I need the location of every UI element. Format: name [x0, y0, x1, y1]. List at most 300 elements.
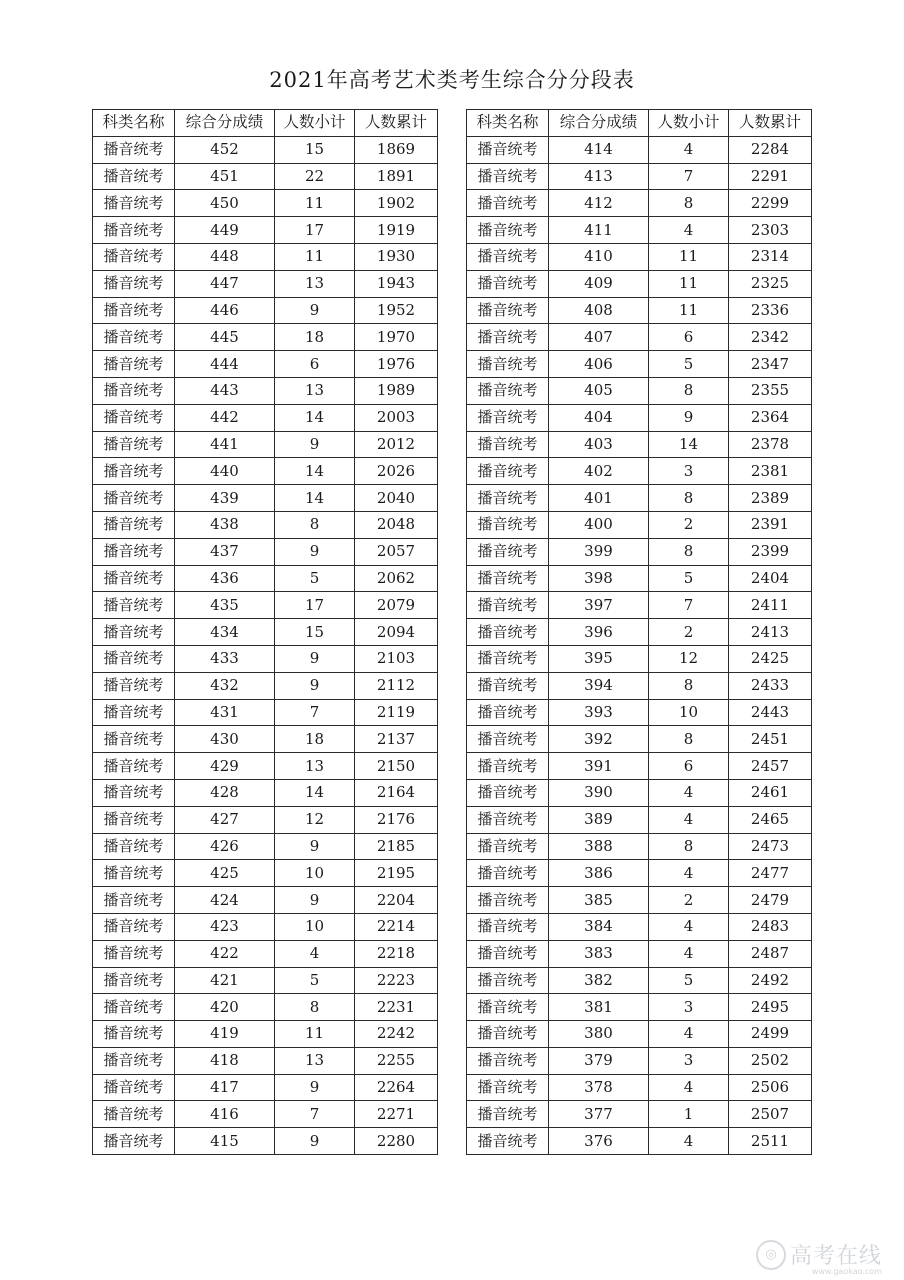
cell-cumulative: 1976	[355, 351, 438, 378]
table-row	[467, 485, 812, 512]
table-row	[467, 1128, 812, 1155]
cell-count: 9	[275, 645, 355, 672]
cell-count: 3	[649, 458, 729, 485]
table-row	[467, 565, 812, 592]
table-row	[93, 726, 438, 753]
cell-category: 播音统考	[93, 753, 175, 780]
table-row	[467, 270, 812, 297]
cell-cumulative: 2404	[729, 565, 812, 592]
cell-score: 452	[175, 136, 275, 163]
cell-cumulative: 2218	[355, 940, 438, 967]
cell-cumulative: 2492	[729, 967, 812, 994]
cell-category: 播音统考	[93, 994, 175, 1021]
table-row	[467, 190, 812, 217]
cell-score: 408	[549, 297, 649, 324]
cell-score: 435	[175, 592, 275, 619]
cell-score: 383	[549, 940, 649, 967]
table-row	[93, 1047, 438, 1074]
cell-count: 13	[275, 1047, 355, 1074]
cell-cumulative: 2391	[729, 511, 812, 538]
watermark-text: 高考在线	[789, 1244, 882, 1269]
table-row	[93, 672, 438, 699]
table-row	[467, 699, 812, 726]
cell-score: 400	[549, 511, 649, 538]
table-row	[467, 994, 812, 1021]
table-row	[93, 994, 438, 1021]
cell-count: 4	[649, 1021, 729, 1048]
cell-score: 411	[549, 217, 649, 244]
cell-score: 396	[549, 619, 649, 646]
table-body-right	[467, 136, 812, 1154]
table-row	[93, 163, 438, 190]
cell-count: 5	[275, 967, 355, 994]
table-row	[93, 297, 438, 324]
cell-score: 442	[175, 404, 275, 431]
cell-score: 405	[549, 377, 649, 404]
cell-count: 15	[275, 136, 355, 163]
cell-score: 397	[549, 592, 649, 619]
cell-cumulative: 2457	[729, 753, 812, 780]
cell-cumulative: 2502	[729, 1047, 812, 1074]
table-row	[467, 1074, 812, 1101]
cell-cumulative: 2411	[729, 592, 812, 619]
cell-score: 440	[175, 458, 275, 485]
cell-count: 4	[649, 1074, 729, 1101]
cell-cumulative: 2433	[729, 672, 812, 699]
cell-score: 437	[175, 538, 275, 565]
cell-score: 406	[549, 351, 649, 378]
cell-category: 播音统考	[93, 324, 175, 351]
cell-score: 391	[549, 753, 649, 780]
cell-count: 7	[275, 699, 355, 726]
table-row	[93, 940, 438, 967]
compass-logo-icon: ◎	[756, 1240, 786, 1270]
cell-count: 8	[275, 511, 355, 538]
cell-cumulative: 2506	[729, 1074, 812, 1101]
cell-category: 播音统考	[93, 645, 175, 672]
cell-cumulative: 2150	[355, 753, 438, 780]
table-row	[93, 645, 438, 672]
table-header-row	[93, 110, 438, 137]
table-row	[467, 726, 812, 753]
cell-count: 12	[275, 806, 355, 833]
header-category: 科类名称	[467, 110, 549, 137]
cell-category: 播音统考	[93, 699, 175, 726]
header-score: 综合分成绩	[175, 110, 275, 137]
header-count: 人数小计	[649, 110, 729, 137]
cell-count: 4	[649, 806, 729, 833]
cell-score: 394	[549, 672, 649, 699]
table-row	[93, 538, 438, 565]
cell-count: 6	[649, 324, 729, 351]
cell-count: 11	[649, 270, 729, 297]
cell-score: 386	[549, 860, 649, 887]
cell-cumulative: 2214	[355, 913, 438, 940]
cell-count: 11	[275, 1021, 355, 1048]
cell-cumulative: 2399	[729, 538, 812, 565]
cell-category: 播音统考	[467, 887, 549, 914]
cell-score: 433	[175, 645, 275, 672]
cell-category: 播音统考	[467, 1021, 549, 1048]
table-row	[467, 592, 812, 619]
cell-count: 9	[275, 672, 355, 699]
cell-category: 播音统考	[467, 458, 549, 485]
cell-score: 427	[175, 806, 275, 833]
cell-score: 431	[175, 699, 275, 726]
page-title: 2021年高考艺术类考生综合分分段表	[269, 68, 635, 92]
cell-score: 424	[175, 887, 275, 914]
cell-score: 381	[549, 994, 649, 1021]
cell-category: 播音统考	[93, 1074, 175, 1101]
table-row	[467, 431, 812, 458]
table-row	[467, 1021, 812, 1048]
cell-category: 播音统考	[93, 404, 175, 431]
table-row	[467, 217, 812, 244]
cell-cumulative: 2477	[729, 860, 812, 887]
table-row	[467, 1101, 812, 1128]
cell-count: 17	[275, 592, 355, 619]
header-count: 人数小计	[275, 110, 355, 137]
cell-cumulative: 2495	[729, 994, 812, 1021]
table-row	[93, 1074, 438, 1101]
cell-score: 417	[175, 1074, 275, 1101]
cell-cumulative: 2026	[355, 458, 438, 485]
cell-category: 播音统考	[93, 243, 175, 270]
cell-category: 播音统考	[467, 431, 549, 458]
cell-category: 播音统考	[467, 1074, 549, 1101]
cell-count: 4	[649, 1128, 729, 1155]
cell-score: 443	[175, 377, 275, 404]
cell-count: 4	[649, 779, 729, 806]
table-row	[93, 699, 438, 726]
cell-category: 播音统考	[93, 806, 175, 833]
table-row	[93, 511, 438, 538]
cell-category: 播音统考	[467, 672, 549, 699]
cell-count: 8	[649, 377, 729, 404]
table-row	[93, 753, 438, 780]
cell-score: 409	[549, 270, 649, 297]
table-row	[93, 404, 438, 431]
cell-score: 385	[549, 887, 649, 914]
cell-count: 9	[275, 297, 355, 324]
table-row	[467, 163, 812, 190]
cell-count: 14	[275, 458, 355, 485]
cell-category: 播音统考	[467, 860, 549, 887]
cell-count: 8	[649, 833, 729, 860]
cell-score: 436	[175, 565, 275, 592]
cell-category: 播音统考	[93, 967, 175, 994]
cell-cumulative: 2465	[729, 806, 812, 833]
cell-score: 398	[549, 565, 649, 592]
cell-count: 18	[275, 726, 355, 753]
cell-count: 9	[275, 887, 355, 914]
cell-cumulative: 2137	[355, 726, 438, 753]
table-row	[93, 592, 438, 619]
cell-cumulative: 1989	[355, 377, 438, 404]
cell-count: 9	[275, 833, 355, 860]
cell-score: 423	[175, 913, 275, 940]
cell-score: 415	[175, 1128, 275, 1155]
cell-count: 22	[275, 163, 355, 190]
table-row	[467, 967, 812, 994]
cell-category: 播音统考	[467, 351, 549, 378]
cell-score: 377	[549, 1101, 649, 1128]
cell-count: 2	[649, 619, 729, 646]
cell-cumulative: 2378	[729, 431, 812, 458]
cell-category: 播音统考	[467, 779, 549, 806]
cell-category: 播音统考	[467, 190, 549, 217]
cell-category: 播音统考	[467, 324, 549, 351]
cell-category: 播音统考	[93, 270, 175, 297]
cell-category: 播音统考	[93, 538, 175, 565]
cell-cumulative: 2473	[729, 833, 812, 860]
cell-score: 379	[549, 1047, 649, 1074]
cell-category: 播音统考	[467, 940, 549, 967]
table-row	[467, 377, 812, 404]
cell-score: 425	[175, 860, 275, 887]
table-row	[93, 485, 438, 512]
cell-score: 380	[549, 1021, 649, 1048]
cell-score: 432	[175, 672, 275, 699]
cell-score: 420	[175, 994, 275, 1021]
cell-category: 播音统考	[93, 190, 175, 217]
cell-cumulative: 2103	[355, 645, 438, 672]
cell-count: 5	[275, 565, 355, 592]
cell-score: 430	[175, 726, 275, 753]
table-row	[93, 913, 438, 940]
cell-cumulative: 2271	[355, 1101, 438, 1128]
table-row	[93, 458, 438, 485]
table-row	[467, 136, 812, 163]
cell-cumulative: 2487	[729, 940, 812, 967]
cell-cumulative: 2204	[355, 887, 438, 914]
table-row	[93, 833, 438, 860]
cell-count: 11	[649, 243, 729, 270]
cell-category: 播音统考	[93, 726, 175, 753]
cell-count: 2	[649, 511, 729, 538]
cell-category: 播音统考	[467, 645, 549, 672]
cell-category: 播音统考	[93, 163, 175, 190]
table-row	[93, 136, 438, 163]
table-row	[467, 753, 812, 780]
cell-category: 播音统考	[467, 511, 549, 538]
table-row	[93, 431, 438, 458]
cell-cumulative: 2185	[355, 833, 438, 860]
cell-count: 4	[275, 940, 355, 967]
cell-category: 播音统考	[467, 592, 549, 619]
cell-cumulative: 1952	[355, 297, 438, 324]
cell-cumulative: 2012	[355, 431, 438, 458]
cell-category: 播音统考	[93, 1021, 175, 1048]
cell-cumulative: 2483	[729, 913, 812, 940]
cell-count: 14	[275, 485, 355, 512]
cell-category: 播音统考	[93, 887, 175, 914]
cell-count: 4	[649, 913, 729, 940]
cell-count: 12	[649, 645, 729, 672]
cell-count: 14	[275, 779, 355, 806]
cell-cumulative: 1970	[355, 324, 438, 351]
cell-cumulative: 2284	[729, 136, 812, 163]
cell-category: 播音统考	[467, 967, 549, 994]
cell-count: 9	[275, 1128, 355, 1155]
header-category: 科类名称	[93, 110, 175, 137]
cell-category: 播音统考	[467, 377, 549, 404]
cell-category: 播音统考	[93, 779, 175, 806]
table-row	[467, 779, 812, 806]
watermark	[756, 1239, 882, 1276]
cell-score: 382	[549, 967, 649, 994]
table-row	[93, 1128, 438, 1155]
table-row	[467, 404, 812, 431]
cell-category: 播音统考	[93, 136, 175, 163]
score-table-left	[92, 109, 438, 1155]
cell-score: 401	[549, 485, 649, 512]
cell-count: 9	[275, 538, 355, 565]
cell-score: 407	[549, 324, 649, 351]
cell-cumulative: 2079	[355, 592, 438, 619]
cell-count: 6	[275, 351, 355, 378]
cell-category: 播音统考	[467, 485, 549, 512]
cell-count: 1	[649, 1101, 729, 1128]
cell-cumulative: 2303	[729, 217, 812, 244]
cell-score: 413	[549, 163, 649, 190]
cell-category: 播音统考	[93, 431, 175, 458]
cell-cumulative: 2499	[729, 1021, 812, 1048]
cell-cumulative: 2231	[355, 994, 438, 1021]
cell-cumulative: 2507	[729, 1101, 812, 1128]
cell-score: 402	[549, 458, 649, 485]
cell-cumulative: 2264	[355, 1074, 438, 1101]
cell-cumulative: 2461	[729, 779, 812, 806]
cell-category: 播音统考	[93, 619, 175, 646]
cell-category: 播音统考	[467, 913, 549, 940]
cell-cumulative: 2355	[729, 377, 812, 404]
cell-score: 419	[175, 1021, 275, 1048]
cell-cumulative: 1943	[355, 270, 438, 297]
table-row	[467, 538, 812, 565]
cell-cumulative: 2389	[729, 485, 812, 512]
cell-category: 播音统考	[93, 351, 175, 378]
cell-score: 392	[549, 726, 649, 753]
table-row	[467, 243, 812, 270]
table-row	[467, 940, 812, 967]
cell-score: 399	[549, 538, 649, 565]
cell-count: 10	[275, 913, 355, 940]
cell-score: 389	[549, 806, 649, 833]
cell-cumulative: 2040	[355, 485, 438, 512]
cell-score: 421	[175, 967, 275, 994]
table-row	[467, 351, 812, 378]
cell-count: 14	[649, 431, 729, 458]
cell-count: 4	[649, 217, 729, 244]
cell-count: 7	[649, 592, 729, 619]
table-row	[93, 565, 438, 592]
cell-cumulative: 2164	[355, 779, 438, 806]
cell-category: 播音统考	[467, 806, 549, 833]
cell-score: 449	[175, 217, 275, 244]
cell-score: 434	[175, 619, 275, 646]
watermark-url: www.gaokao.com	[811, 1267, 882, 1276]
cell-cumulative: 2299	[729, 190, 812, 217]
cell-count: 14	[275, 404, 355, 431]
cell-category: 播音统考	[467, 297, 549, 324]
cell-category: 播音统考	[93, 1128, 175, 1155]
table-row	[467, 913, 812, 940]
cell-cumulative: 2425	[729, 645, 812, 672]
cell-cumulative: 2342	[729, 324, 812, 351]
cell-score: 393	[549, 699, 649, 726]
cell-cumulative: 2443	[729, 699, 812, 726]
cell-cumulative: 2062	[355, 565, 438, 592]
table-row	[93, 217, 438, 244]
table-row	[467, 324, 812, 351]
cell-score: 416	[175, 1101, 275, 1128]
cell-score: 451	[175, 163, 275, 190]
table-row	[93, 1101, 438, 1128]
cell-cumulative: 1930	[355, 243, 438, 270]
cell-score: 448	[175, 243, 275, 270]
cell-category: 播音统考	[93, 511, 175, 538]
cell-count: 2	[649, 887, 729, 914]
cell-score: 446	[175, 297, 275, 324]
table-row	[467, 645, 812, 672]
cell-count: 9	[275, 1074, 355, 1101]
cell-category: 播音统考	[93, 297, 175, 324]
cell-score: 426	[175, 833, 275, 860]
cell-score: 414	[549, 136, 649, 163]
cell-cumulative: 2195	[355, 860, 438, 887]
cell-score: 450	[175, 190, 275, 217]
cell-category: 播音统考	[467, 538, 549, 565]
cell-score: 441	[175, 431, 275, 458]
cell-cumulative: 1919	[355, 217, 438, 244]
cell-category: 播音统考	[467, 243, 549, 270]
cell-cumulative: 2451	[729, 726, 812, 753]
cell-category: 播音统考	[467, 1128, 549, 1155]
cell-cumulative: 2003	[355, 404, 438, 431]
cell-count: 4	[649, 136, 729, 163]
cell-cumulative: 2381	[729, 458, 812, 485]
cell-count: 13	[275, 753, 355, 780]
table-row	[93, 619, 438, 646]
cell-cumulative: 2119	[355, 699, 438, 726]
cell-category: 播音统考	[93, 1101, 175, 1128]
cell-category: 播音统考	[93, 485, 175, 512]
cell-score: 403	[549, 431, 649, 458]
cell-category: 播音统考	[93, 940, 175, 967]
cell-score: 378	[549, 1074, 649, 1101]
cell-count: 18	[275, 324, 355, 351]
cell-score: 428	[175, 779, 275, 806]
cell-cumulative: 1869	[355, 136, 438, 163]
cell-count: 5	[649, 351, 729, 378]
cell-cumulative: 2057	[355, 538, 438, 565]
cell-score: 390	[549, 779, 649, 806]
cell-count: 11	[649, 297, 729, 324]
table-row	[93, 377, 438, 404]
cell-count: 3	[649, 1047, 729, 1074]
header-cumulative: 人数累计	[729, 110, 812, 137]
score-table-right	[466, 109, 812, 1155]
cell-count: 5	[649, 565, 729, 592]
cell-count: 4	[649, 860, 729, 887]
cell-count: 5	[649, 967, 729, 994]
cell-cumulative: 2048	[355, 511, 438, 538]
table-row	[467, 619, 812, 646]
cell-count: 4	[649, 940, 729, 967]
table-row	[467, 672, 812, 699]
cell-count: 3	[649, 994, 729, 1021]
